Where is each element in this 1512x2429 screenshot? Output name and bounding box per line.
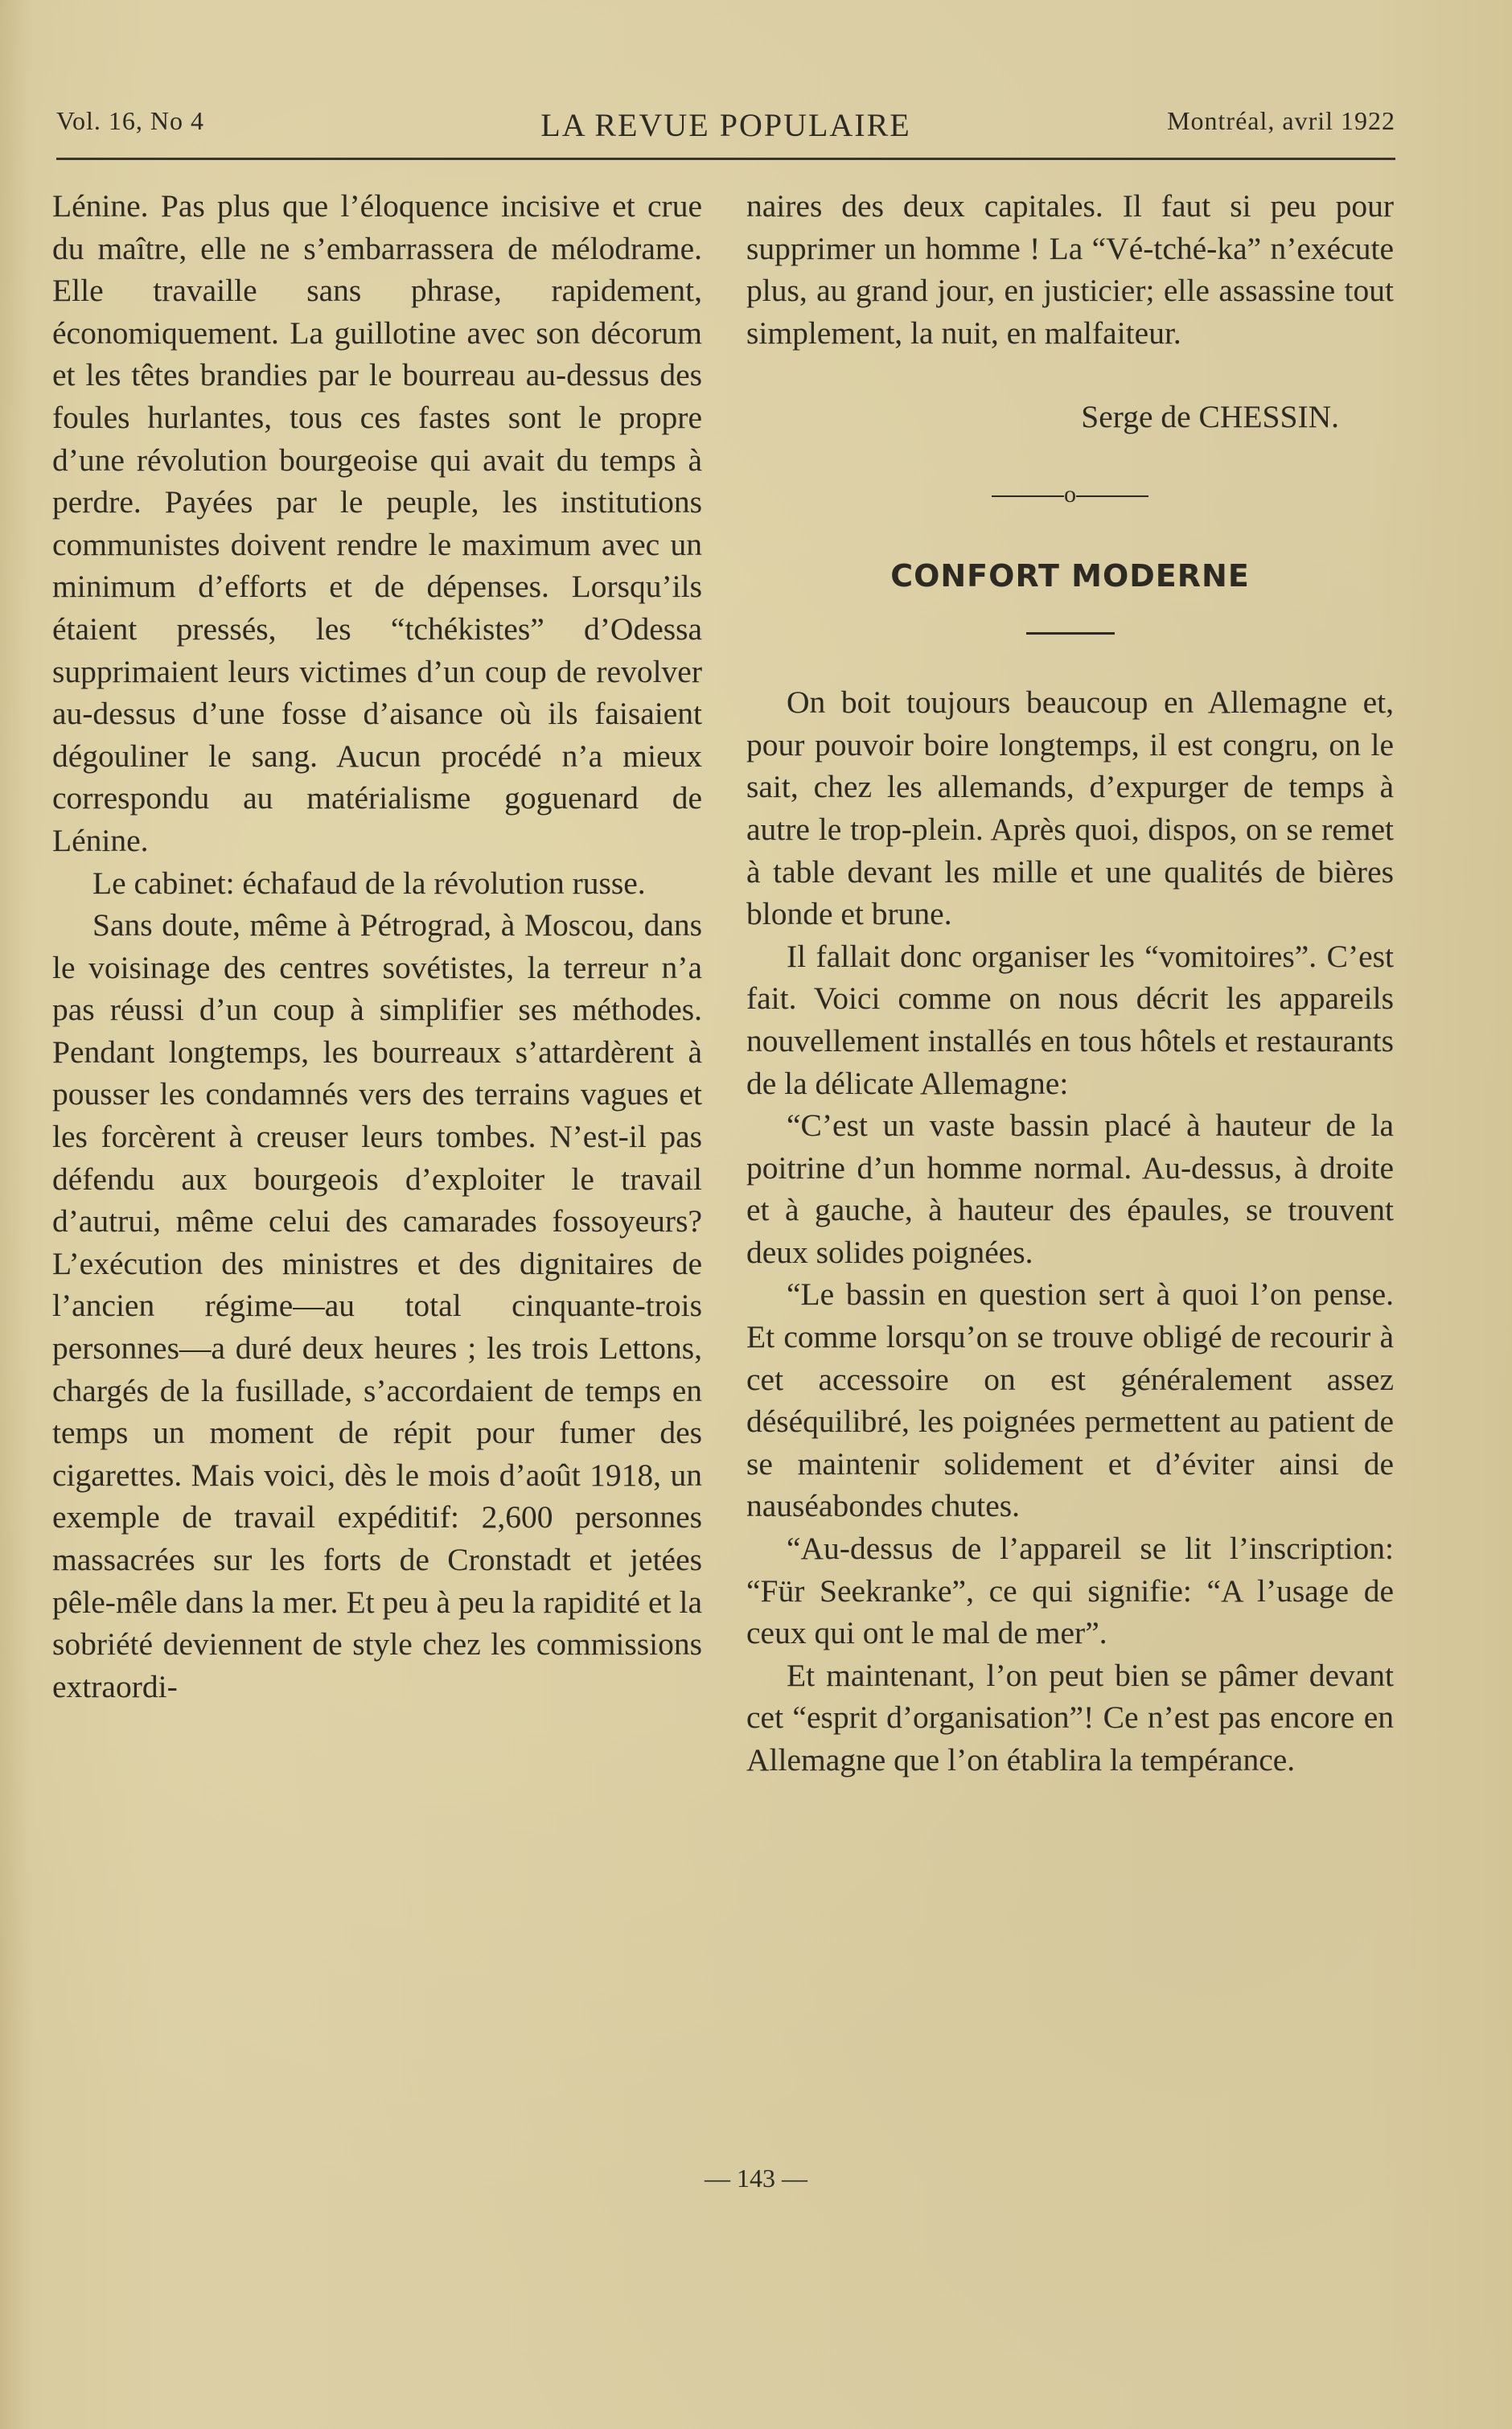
paragraph-question: “Le bassin en question sert à quoi l’on pense. Et comme lorsqu’on se trouve obligé de recourir à cet accessoire on est généralement assez déséquilibré, les poignées permettent au patient de se maintenir solidement et d’éviter ainsi de nauséabondes chutes. <box>746 1276 1394 1524</box>
page-header <box>56 106 1395 146</box>
left-column <box>52 185 702 1708</box>
paragraph-bassin: “C’est un vaste bassin placé à hauteur de la poitrine d’un homme normal. Au-dessus, à droite et à gauche, à hauteur des épaules, se trouvent deux solides poignées. <box>746 1108 1394 1270</box>
header-rule <box>56 158 1395 160</box>
separator-line-right <box>1076 495 1148 497</box>
place-date: Montréal, avril 1922 <box>1167 106 1395 135</box>
paragraph-cabinet: Le cabinet: échafaud de la révolution russe. <box>92 865 646 901</box>
section-separator <box>746 474 1394 516</box>
separator-line-left <box>992 495 1064 497</box>
paragraph-inscription: “Au-dessus de l’appareil se lit l’inscription: “Für Seekranke”, ce qui signifie: “A l’usage de ceux qui ont le mal de mer”. <box>746 1531 1394 1651</box>
article-title: CONFORT MODERNE <box>890 557 1250 594</box>
page-number: — 143 — <box>705 2164 807 2193</box>
title-rule <box>1026 632 1115 635</box>
paragraph-vomitoires: Il fallait donc organiser les “vomitoires”. C’est fait. Voici comme on nous décrit les appareils nouvellement installés en tous hôtels et restaurants de la délicate Allemagne: <box>746 938 1394 1101</box>
author-signature: Serge de CHESSIN. <box>1081 399 1339 435</box>
paragraph-conclusion: Et maintenant, l’on peut bien se pâmer devant cet “esprit d’organisation”! Ce n’est pas encore en Allemagne que l’on établira la tempérance. <box>746 1657 1394 1778</box>
paragraph-capitales: naires des deux capitales. Il faut si peu pour supprimer un homme ! La “Vé-tché-ka” n’exécute plus, au grand jour, en justicier; elle assassine tout simplement, la nuit, en malfaiteur. <box>746 188 1394 351</box>
paragraph-sans-doute: Sans doute, même à Pétrograd, à Moscou, dans le voisinage des centres sovétistes, la terreur n’a pas réussi d’un coup à simplifier ses méthodes. Pendant longtemps, les bourreaux s’attardèrent à pousser les condamnés vers des terrains vagues et les forcèrent à creuser leurs tombes. N’est-il pas défendu aux bourgeois d’exploiter le travail d’autrui, même celui des camarades fossoyeurs? L’exécution des ministres et des dignitaires de l’ancien régime—au total cinquante-trois personnes—a duré deux heures ; les trois Lettons, chargés de la fusillade, s’accordaient de temps en temps un moment de répit pour fumer des cigarettes. Mais voici, dès le mois d’août 1918, un exemple de travail expéditif: 2,600 personnes massacrées sur les forts de Cronstadt et jetées pêle-mêle dans la mer. Et peu à peu la rapidité et la sobriété deviennent de style chez les commissions extraordi- <box>52 907 702 1704</box>
paragraph-lenine: Lénine. Pas plus que l’éloquence incisive et crue du maître, elle ne s’embarrassera de mélodrame. Elle travaille sans phrase, rapidement, économiquement. La guillotine avec son décorum et les têtes brandies par le bourreau au-dessus des foules hurlantes, tous ces fastes sont le propre d’une révolution bourgeoise qui avait du temps à perdre. Payées par le peuple, les institutions communistes doivent rendre le maximum avec un minimum d’efforts et de dépenses. Lorsqu’ils étaient pressés, les “tchékistes” d’Odessa supprimaient leurs victimes d’un coup de revolver au-dessus d’une fosse d’aisance où ils faisaient dégouliner le sang. Aucun procédé n’a mieux correspondu au matérialisme goguenard de Lénine. <box>52 188 702 858</box>
journal-title: LA REVUE POPULAIRE <box>540 107 911 143</box>
volume-number: Vol. 16, No 4 <box>56 106 204 135</box>
right-column <box>746 185 1394 1782</box>
paragraph-allemagne: On boit toujours beaucoup en Allemagne et, pour pouvoir boire longtemps, il est congru, on le sait, chez les allemands, d’expurger de temps à autre le trop-plein. Après quoi, dispos, on se remet à table devant les mille et une qualités de bières blonde et brune. <box>746 684 1394 932</box>
separator-mark: o <box>1064 480 1076 508</box>
